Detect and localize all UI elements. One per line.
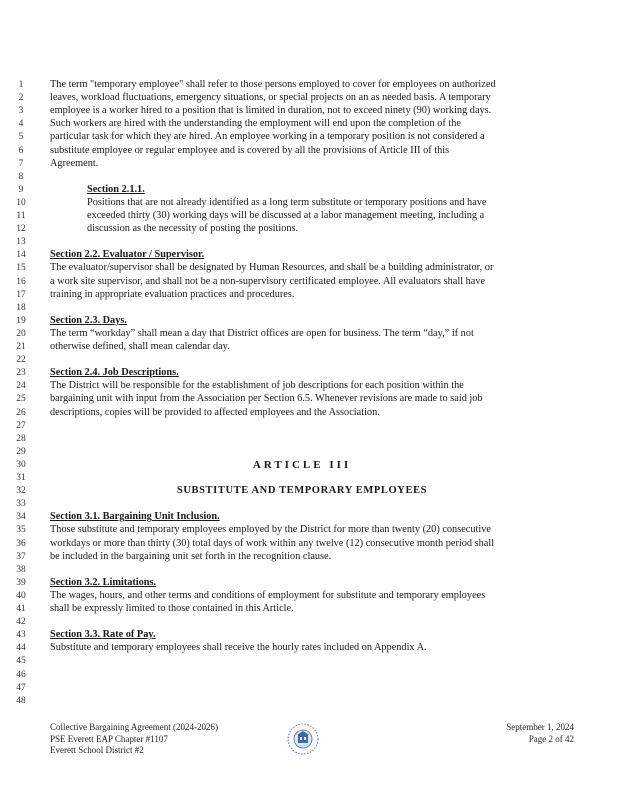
document-line [0, 209, 618, 223]
document-line [0, 222, 618, 236]
line-number: 41 [16, 604, 26, 614]
document-line [0, 668, 618, 682]
line-number: 47 [16, 682, 26, 693]
line-text: substitute employee or regular employee and is covered by all the provisions of Article III of this [50, 144, 450, 156]
district-seal-icon [286, 722, 320, 756]
document-line [0, 510, 618, 524]
line-number: 9 [18, 184, 24, 195]
document-line [0, 523, 618, 537]
line-number: 22 [16, 355, 26, 366]
footer-date: September 1, 2024 [506, 722, 574, 732]
document-line [0, 681, 618, 695]
line-text: descriptions, copies will be provided to affected employees and the Association. [50, 406, 380, 418]
section-heading: Section 3.2. Limitations. [50, 576, 157, 588]
line-number: 27 [16, 420, 26, 431]
document-line [0, 340, 618, 354]
line-number: 19 [16, 315, 26, 326]
footer-district: Everett School District #2 [50, 745, 144, 755]
line-number: 5 [18, 132, 24, 143]
line-text: workdays or more than thirty (30) total days of work within any twelve (12) consecutive month period shall [50, 537, 495, 549]
line-text: Positions that are not already identified as a long term substitute or temporary positions and have [87, 196, 487, 208]
line-text: employee is a worker hired to a position that is limited in duration, not to exceed ninety (90) working days. [50, 105, 492, 117]
line-number: 2 [18, 93, 24, 104]
line-number: 15 [16, 263, 26, 274]
line-number: 3 [18, 106, 24, 117]
line-number: 42 [16, 617, 26, 628]
document-line [0, 275, 618, 289]
line-number: 20 [16, 328, 26, 339]
document-line [0, 288, 618, 302]
line-number: 10 [16, 197, 26, 208]
line-number: 8 [18, 171, 24, 182]
document-line [0, 432, 618, 446]
document-line [0, 379, 618, 393]
line-number: 33 [16, 499, 26, 510]
document-line [0, 91, 618, 105]
document-line [0, 419, 618, 433]
line-text: shall be expressly limited to those contained in this Article. [50, 603, 294, 614]
document-line [0, 654, 618, 668]
line-text: Those substitute and temporary employees employed by the District for more than twenty (20) consecutive [50, 524, 491, 536]
document-line [0, 235, 618, 249]
line-number: 37 [16, 551, 26, 562]
line-number: 4 [18, 119, 24, 130]
line-number: 14 [16, 250, 26, 261]
line-number: 39 [16, 577, 26, 588]
line-text: Such workers are hired with the understanding the employment will end upon the completion of the [50, 118, 461, 130]
document-line [0, 537, 618, 551]
document-line [0, 196, 618, 210]
document-line [0, 78, 618, 92]
footer-chapter: PSE Everett EAP Chapter #1107 [50, 733, 168, 744]
document-line [0, 497, 618, 511]
document-line [0, 117, 618, 131]
document-line [0, 641, 618, 655]
line-number: 36 [16, 538, 26, 549]
document-line [0, 301, 618, 315]
line-text: exceeded thirty (30) working days will be discussed at a labor management meeting, including a [87, 210, 485, 221]
line-number: 7 [18, 158, 24, 169]
line-number: 6 [18, 145, 24, 156]
line-text: bargaining unit with input from the Association per Section 6.5. Whenever revisions are made to said job [50, 393, 483, 405]
line-text: The District will be responsible for the establishment of job descriptions for each position within the [50, 380, 464, 392]
section-heading: Section 2.4. Job Descriptions. [50, 367, 179, 379]
line-text: otherwise defined, shall mean calendar day. [50, 341, 230, 352]
line-number: 35 [16, 525, 26, 536]
line-number: 24 [16, 381, 26, 392]
line-number: 46 [16, 669, 26, 680]
document-line [0, 130, 618, 144]
section-heading: Section 2.1.1. [87, 183, 145, 195]
line-number: 11 [16, 211, 26, 221]
line-text: discussion as the necessity of posting the positions. [87, 223, 299, 235]
document-line [0, 170, 618, 184]
line-text: Substitute and temporary employees shall receive the hourly rates included on Appendix A. [50, 642, 427, 654]
line-number: 21 [16, 342, 26, 352]
document-line [0, 157, 618, 171]
line-number: 34 [16, 512, 26, 523]
footer-agreement-title: Collective Bargaining Agreement (2024-2026) [50, 722, 219, 732]
document-line [0, 314, 618, 328]
section-heading: Section 3.1. Bargaining Unit Inclusion. [50, 511, 220, 523]
line-text: be included in the bargaining unit set forth in the recognition clause. [50, 550, 332, 562]
article-heading: ARTICLE III [252, 458, 352, 471]
line-number: 31 [16, 473, 26, 483]
footer-right [506, 722, 574, 745]
line-number: 38 [16, 564, 26, 575]
line-text: a work site supervisor, and shall not be a non-supervisory certificated employee. All evaluators shall have [50, 275, 486, 287]
document-line [0, 406, 618, 420]
line-text: The evaluator/supervisor shall be designated by Human Resources, and shall be a building administrator, or [50, 262, 494, 274]
document-line [0, 458, 618, 472]
line-number: 16 [16, 276, 26, 287]
line-number: 48 [16, 695, 26, 706]
line-text: particular task for which they are hired. An employee working in a temporary position is not considered a [50, 131, 485, 143]
line-number: 13 [16, 237, 26, 248]
footer-page-number: Page 2 of 42 [528, 733, 574, 744]
section-heading: Section 2.2. Evaluator / Supervisor. [50, 249, 205, 261]
document-line [0, 628, 618, 642]
document-line [0, 602, 618, 616]
line-number: 30 [16, 459, 26, 470]
document-line [0, 615, 618, 629]
line-number: 40 [16, 590, 26, 601]
line-number: 26 [16, 407, 26, 418]
line-number: 12 [16, 224, 26, 235]
section-heading: Section 3.3. Rate of Pay. [50, 629, 156, 641]
line-text: leaves, workload fluctuations, emergency situations, or special projects on an as needed basis. A temporary [50, 92, 491, 104]
document-line [0, 261, 618, 275]
document-line [0, 144, 618, 158]
line-text: Agreement. [50, 157, 99, 169]
section-heading: Section 2.3. Days. [50, 314, 127, 326]
line-text: The term "temporary employee" shall refer to those persons employed to cover for employees on authorized [50, 79, 496, 90]
line-number: 23 [16, 368, 26, 379]
document-line [0, 484, 618, 498]
line-text: The term “workday” shall mean a day that District offices are open for business. The term “day,” if not [50, 327, 474, 339]
line-text: The wages, hours, and other terms and conditions of employment for substitute and temporary employees [50, 589, 486, 601]
line-number: 43 [16, 630, 26, 641]
line-number: 18 [16, 302, 26, 313]
footer-left [50, 722, 218, 757]
line-number: 28 [16, 433, 26, 444]
article-heading: SUBSTITUTE AND TEMPORARY EMPLOYEES [176, 485, 428, 497]
document-line [0, 248, 618, 262]
line-number: 17 [16, 289, 26, 300]
document-line [0, 353, 618, 367]
document-line [0, 589, 618, 603]
line-number: 25 [16, 394, 26, 405]
document-line [0, 694, 618, 708]
line-number: 45 [16, 656, 26, 667]
line-number: 1 [18, 80, 24, 90]
document-line [0, 563, 618, 577]
document-line [0, 183, 618, 197]
line-text: training in appropriate evaluation practices and procedures. [50, 288, 295, 300]
document-line [0, 104, 618, 118]
document-line [0, 445, 618, 459]
document-line [0, 392, 618, 406]
line-number: 29 [16, 446, 26, 457]
document-line [0, 471, 618, 485]
document-line [0, 327, 618, 341]
document-line [0, 366, 618, 380]
line-number: 44 [16, 643, 26, 654]
line-number: 32 [16, 486, 26, 497]
document-line [0, 576, 618, 590]
document-line [0, 550, 618, 564]
